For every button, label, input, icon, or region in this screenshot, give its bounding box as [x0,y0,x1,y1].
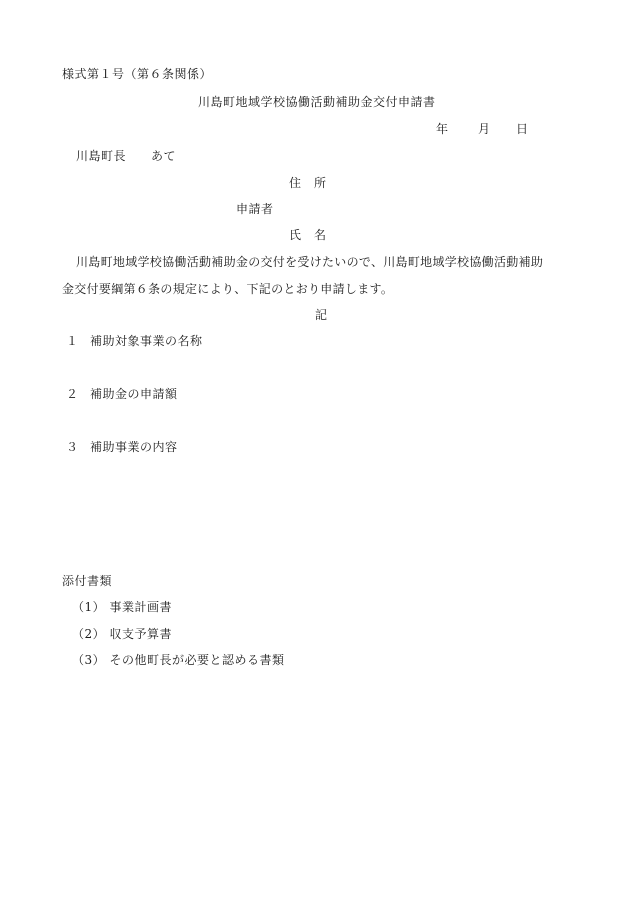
date-year: 年 [436,122,449,136]
item-label: 補助対象事業の名称 [90,334,203,348]
addressee: 川島町長 あて [76,149,177,163]
item-number: ２ [66,387,79,401]
form-label: 様式第１号（第６条関係） [62,67,213,81]
item-number: １ [66,334,79,348]
body-text-line-1: 川島町地域学校協働活動補助金の交付を受けたいので、川島町地域学校協働活動補助 [76,255,544,269]
item-label: 補助金の申請額 [90,387,178,401]
date-day: 日 [516,122,529,136]
address-label: 住 所 [289,176,327,190]
list-item: （1） 事業計画書 [72,600,172,614]
document-title: 川島町地域学校協働活動補助金交付申請書 [198,95,436,109]
list-item: （3） その他町長が必要と認める書類 [72,653,285,667]
name-label: 氏 名 [289,228,327,242]
attachments-heading: 添付書類 [62,574,113,588]
item-number: ３ [66,440,79,454]
item-label: 補助事業の内容 [90,440,178,454]
date-month: 月 [478,122,491,136]
applicant-label: 申請者 [236,202,274,216]
ki-label: 記 [315,308,328,322]
list-item: （2） 収支予算書 [72,627,172,641]
body-text-line-2: 金交付要綱第６条の規定により、下記のとおり申請します。 [62,282,394,296]
